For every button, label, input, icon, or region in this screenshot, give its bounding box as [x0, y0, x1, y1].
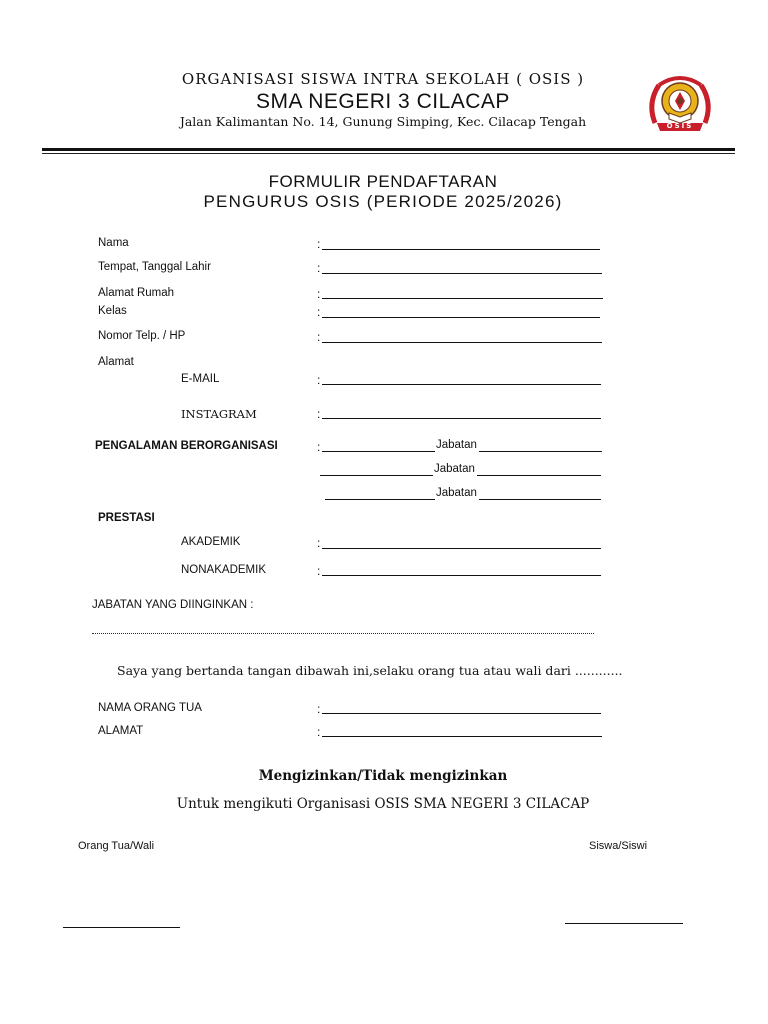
email-input-line[interactable] — [322, 384, 601, 385]
label-nama: Nama — [98, 237, 129, 249]
jabatan-input-line-2[interactable] — [477, 475, 601, 476]
header-divider — [42, 148, 735, 151]
signature-line-student[interactable] — [565, 923, 683, 924]
signature-line-parent[interactable] — [63, 927, 180, 928]
label-nonakademik: NONAKADEMIK — [181, 564, 266, 576]
school-address: Jalan Kalimantan No. 14, Gunung Simping, Kec. Cilacap Tengah — [179, 114, 587, 129]
jabatan-diinginkan-input-line[interactable] — [92, 633, 594, 634]
label-alamat-orang-tua: ALAMAT — [98, 725, 144, 737]
alamat-rumah-input-line[interactable] — [322, 298, 603, 299]
organisasi-input-line-1[interactable] — [322, 451, 435, 452]
label-jabatan-3: Jabatan — [436, 487, 477, 499]
follow-text: Untuk mengikuti Organisasi OSIS SMA NEGERI 3 CILACAP — [176, 796, 590, 812]
colon: : — [317, 287, 321, 301]
permission-text: Mengizinkan/Tidak mengizinkan — [258, 768, 508, 784]
jabatan-input-line-3[interactable] — [479, 499, 601, 500]
colon: : — [317, 237, 321, 251]
header-divider-thin — [42, 153, 735, 154]
label-akademik: AKADEMIK — [181, 536, 241, 548]
label-jabatan-1: Jabatan — [436, 439, 477, 451]
signature-label-parent: Orang Tua/Wali — [78, 840, 155, 852]
colon: : — [317, 702, 321, 716]
colon: : — [317, 330, 321, 344]
colon: : — [317, 536, 321, 550]
organisasi-input-line-2[interactable] — [320, 475, 433, 476]
signature-label-student: Siswa/Siswi — [589, 840, 648, 852]
colon: : — [317, 373, 321, 387]
osis-logo — [645, 73, 715, 135]
label-telp: Nomor Telp. / HP — [98, 330, 186, 342]
label-alamat: Alamat — [98, 356, 134, 368]
colon: : — [317, 564, 321, 578]
label-nama-orang-tua: NAMA ORANG TUA — [98, 702, 202, 714]
label-ttl: Tempat, Tanggal Lahir — [98, 261, 211, 273]
organization-name: ORGANISASI SISWA INTRA SEKOLAH ( OSIS ) — [181, 70, 585, 88]
colon: : — [317, 261, 321, 275]
colon: : — [317, 305, 321, 319]
osis-logo-text: OSIS — [666, 122, 694, 130]
label-jabatan-2: Jabatan — [434, 463, 475, 475]
label-prestasi: PRESTASI — [98, 512, 155, 524]
nama-orang-tua-input-line[interactable] — [322, 713, 601, 714]
telp-input-line[interactable] — [322, 342, 602, 343]
ttl-input-line[interactable] — [322, 273, 602, 274]
label-pengalaman: PENGALAMAN BERORGANISASI — [95, 440, 278, 452]
nama-input-line[interactable] — [322, 249, 600, 250]
label-kelas: Kelas — [98, 305, 127, 317]
nonakademik-input-line[interactable] — [322, 575, 601, 576]
jabatan-input-line-1[interactable] — [479, 451, 602, 452]
label-instagram: INSTAGRAM — [181, 407, 257, 421]
label-email: E-MAIL — [181, 373, 220, 385]
school-name: SMA NEGERI 3 CILACAP — [256, 90, 510, 113]
akademik-input-line[interactable] — [322, 548, 601, 549]
kelas-input-line[interactable] — [322, 317, 600, 318]
instagram-input-line[interactable] — [322, 418, 601, 419]
alamat-orang-tua-input-line[interactable] — [322, 736, 602, 737]
label-jabatan-diinginkan: JABATAN YANG DIINGINKAN : — [92, 599, 254, 611]
form-subtitle: PENGURUS OSIS (PERIODE 2025/2026) — [203, 192, 563, 211]
form-title: FORMULIR PENDAFTARAN — [268, 172, 498, 191]
colon: : — [317, 407, 321, 421]
colon: : — [317, 725, 321, 739]
organisasi-input-line-3[interactable] — [325, 499, 435, 500]
declaration-text: Saya yang bertanda tangan dibawah ini,selaku orang tua atau wali dari ............ — [117, 663, 623, 678]
label-alamat-rumah: Alamat Rumah — [98, 287, 175, 299]
colon: : — [317, 440, 321, 454]
